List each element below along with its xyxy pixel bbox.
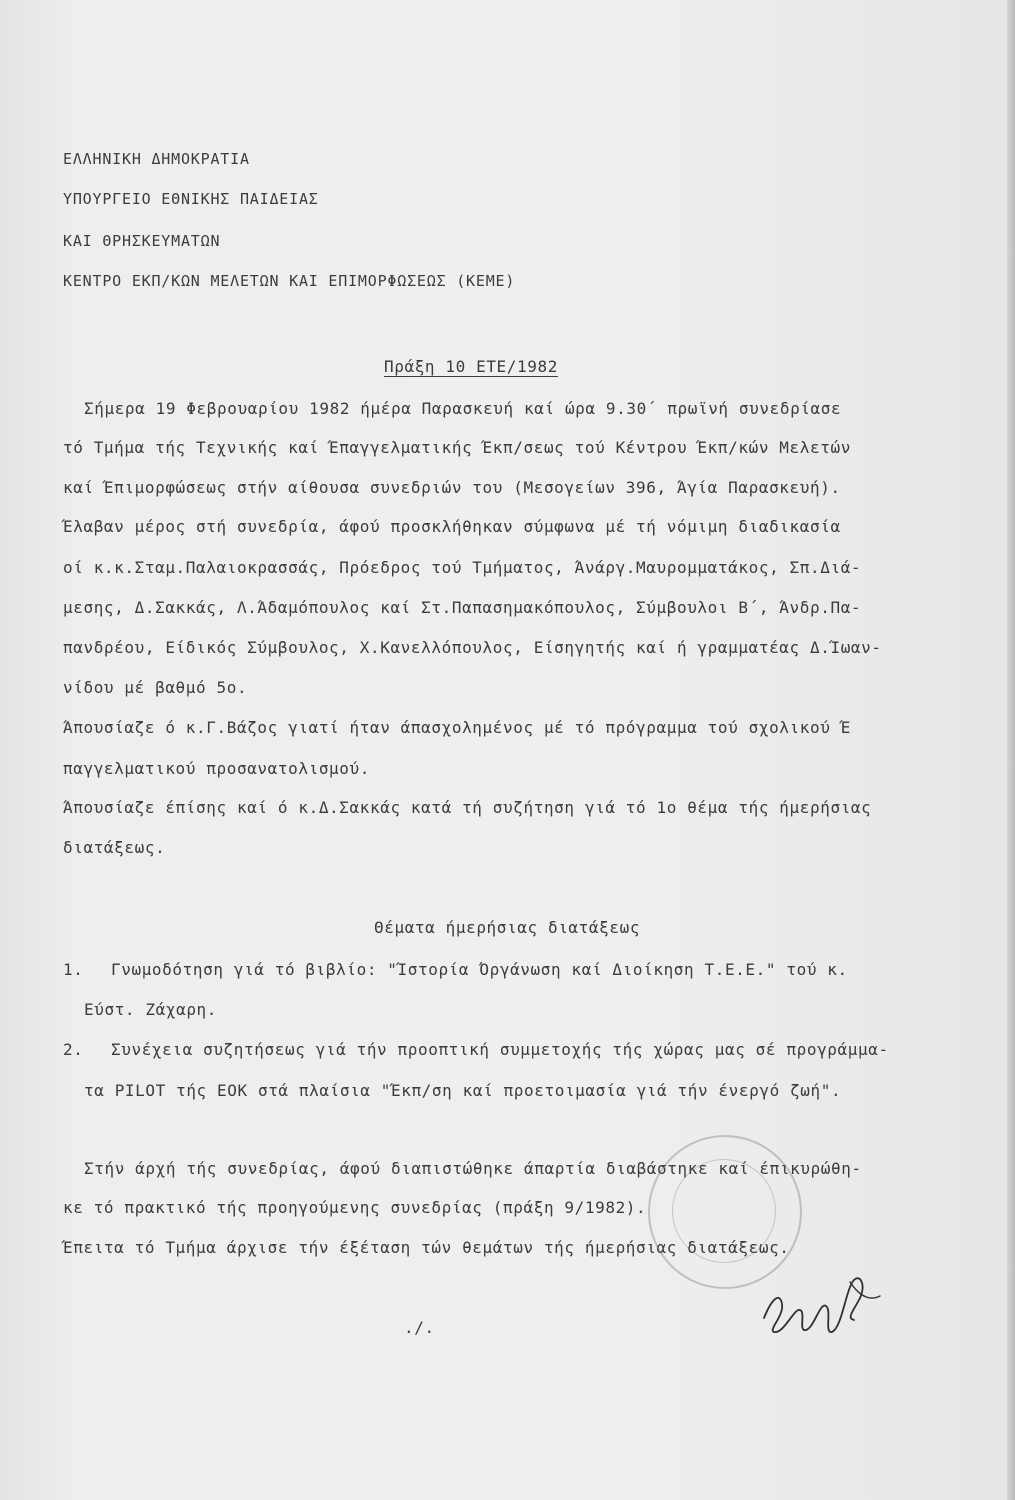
body-line: μεσης, Δ.Σακκάς, Λ.Άδαμόπουλος καί Στ.Παπασημακόπουλος, Σύμβουλοι Β΄, Άνδρ.Πα- [63, 598, 862, 617]
agenda-item-number: 2. [63, 1040, 84, 1059]
closing-line: Στήν άρχή τής συνεδρίας, άφού διαπιστώθηκε άπαρτία διαβάστηκε καί έπικυρώθη- [84, 1159, 862, 1178]
header-ministry-cont: ΚΑΙ ΘΡΗΣΚΕΥΜΑΤΩΝ [63, 232, 221, 250]
document-title: Πράξη 10 ΕΤΕ/1982 [384, 357, 558, 376]
agenda-item-text: Γνωμοδότηση γιά τό βιβλίο: "Ίστορία Όργάνωση καί Διοίκηση Τ.Ε.Ε." τού κ. [111, 960, 848, 979]
body-line: Σήμερα 19 Φεβρουαρίου 1982 ήμέρα Παρασκευή καί ώρα 9.30΄ πρωϊνή συνεδρίασε [84, 399, 842, 418]
agenda-heading: Θέματα ήμερήσιας διατάξεως [374, 918, 641, 937]
body-line: τό Τμήμα τής Τεχνικής καί Έπαγγελματικής Έκπ/σεως τού Κέντρου Έκπ/κών Μελετών [63, 438, 851, 457]
body-line: παγγελματικού προσανατολισμού. [63, 759, 370, 778]
header-ministry: ΥΠΟΥΡΓΕΙΟ ΕΘΝΙΚΗΣ ΠΑΙΔΕΙΑΣ [63, 190, 319, 208]
signature-icon [750, 1258, 900, 1348]
agenda-item-text: τα PILOT τής ΕΟΚ στά πλαίσια "Έκπ/ση καί προετοιμασία γιά τήν ένεργό ζωή". [84, 1081, 842, 1100]
body-line: πανδρέου, Είδικός Σύμβουλος, Χ.Κανελλόπουλος, Είσηγητής καί ή γραμματέας Δ.Ίωαν- [63, 638, 882, 657]
header-center: ΚΕΝΤΡΟ ΕΚΠ/ΚΩΝ ΜΕΛΕΤΩΝ ΚΑΙ ΕΠΙΜΟΡΦΩΣΕΩΣ (ΚΕΜΕ) [63, 272, 516, 290]
page-edge [1007, 0, 1015, 1500]
body-line: οί κ.κ.Σταμ.Παλαιοκρασσάς, Πρόεδρος τού Τμήματος, Άνάργ.Μαυρομματάκος, Σπ.Διά- [63, 558, 862, 577]
closing-line: Έπειτα τό Τμήμα άρχισε τήν έξέταση τών θεμάτων τής ήμερήσιας διατάξεως. [63, 1238, 790, 1257]
body-line: διατάξεως. [63, 838, 166, 857]
agenda-item-text: Εύστ. Ζάχαρη. [84, 1000, 218, 1019]
closing-line: κε τό πρακτικό τής προηγούμενης συνεδρίας (πράξη 9/1982). [63, 1198, 647, 1217]
body-line: Έλαβαν μέρος στή συνεδρία, άφού προσκλήθηκαν σύμφωνα μέ τή νόμιμη διαδικασία [63, 517, 841, 536]
body-line: Άπουσίαζε έπίσης καί ό κ.Δ.Σακκάς κατά τή συζήτηση γιά τό 1ο θέμα τής ήμερήσιας [63, 798, 872, 817]
page-continuation-marker: ./. [404, 1318, 435, 1337]
body-line: καί Έπιμορφώσεως στήν αίθουσα συνεδριών του (Μεσογείων 396, Άγία Παρασκευή). [63, 478, 841, 497]
header-country: ΕΛΛΗΝΙΚΗ ΔΗΜΟΚΡΑΤΙΑ [63, 150, 250, 168]
body-line: νίδου μέ βαθμό 5ο. [63, 678, 248, 697]
body-line: Άπουσίαζε ό κ.Γ.Βάζος γιατί ήταν άπασχολημένος μέ τό πρόγραμμα τού σχολικού Έ [63, 718, 851, 737]
agenda-item-text: Συνέχεια συζητήσεως γιά τήν προοπτική συμμετοχής τής χώρας μας σέ προγράμμα- [111, 1040, 889, 1059]
agenda-item-number: 1. [63, 960, 84, 979]
